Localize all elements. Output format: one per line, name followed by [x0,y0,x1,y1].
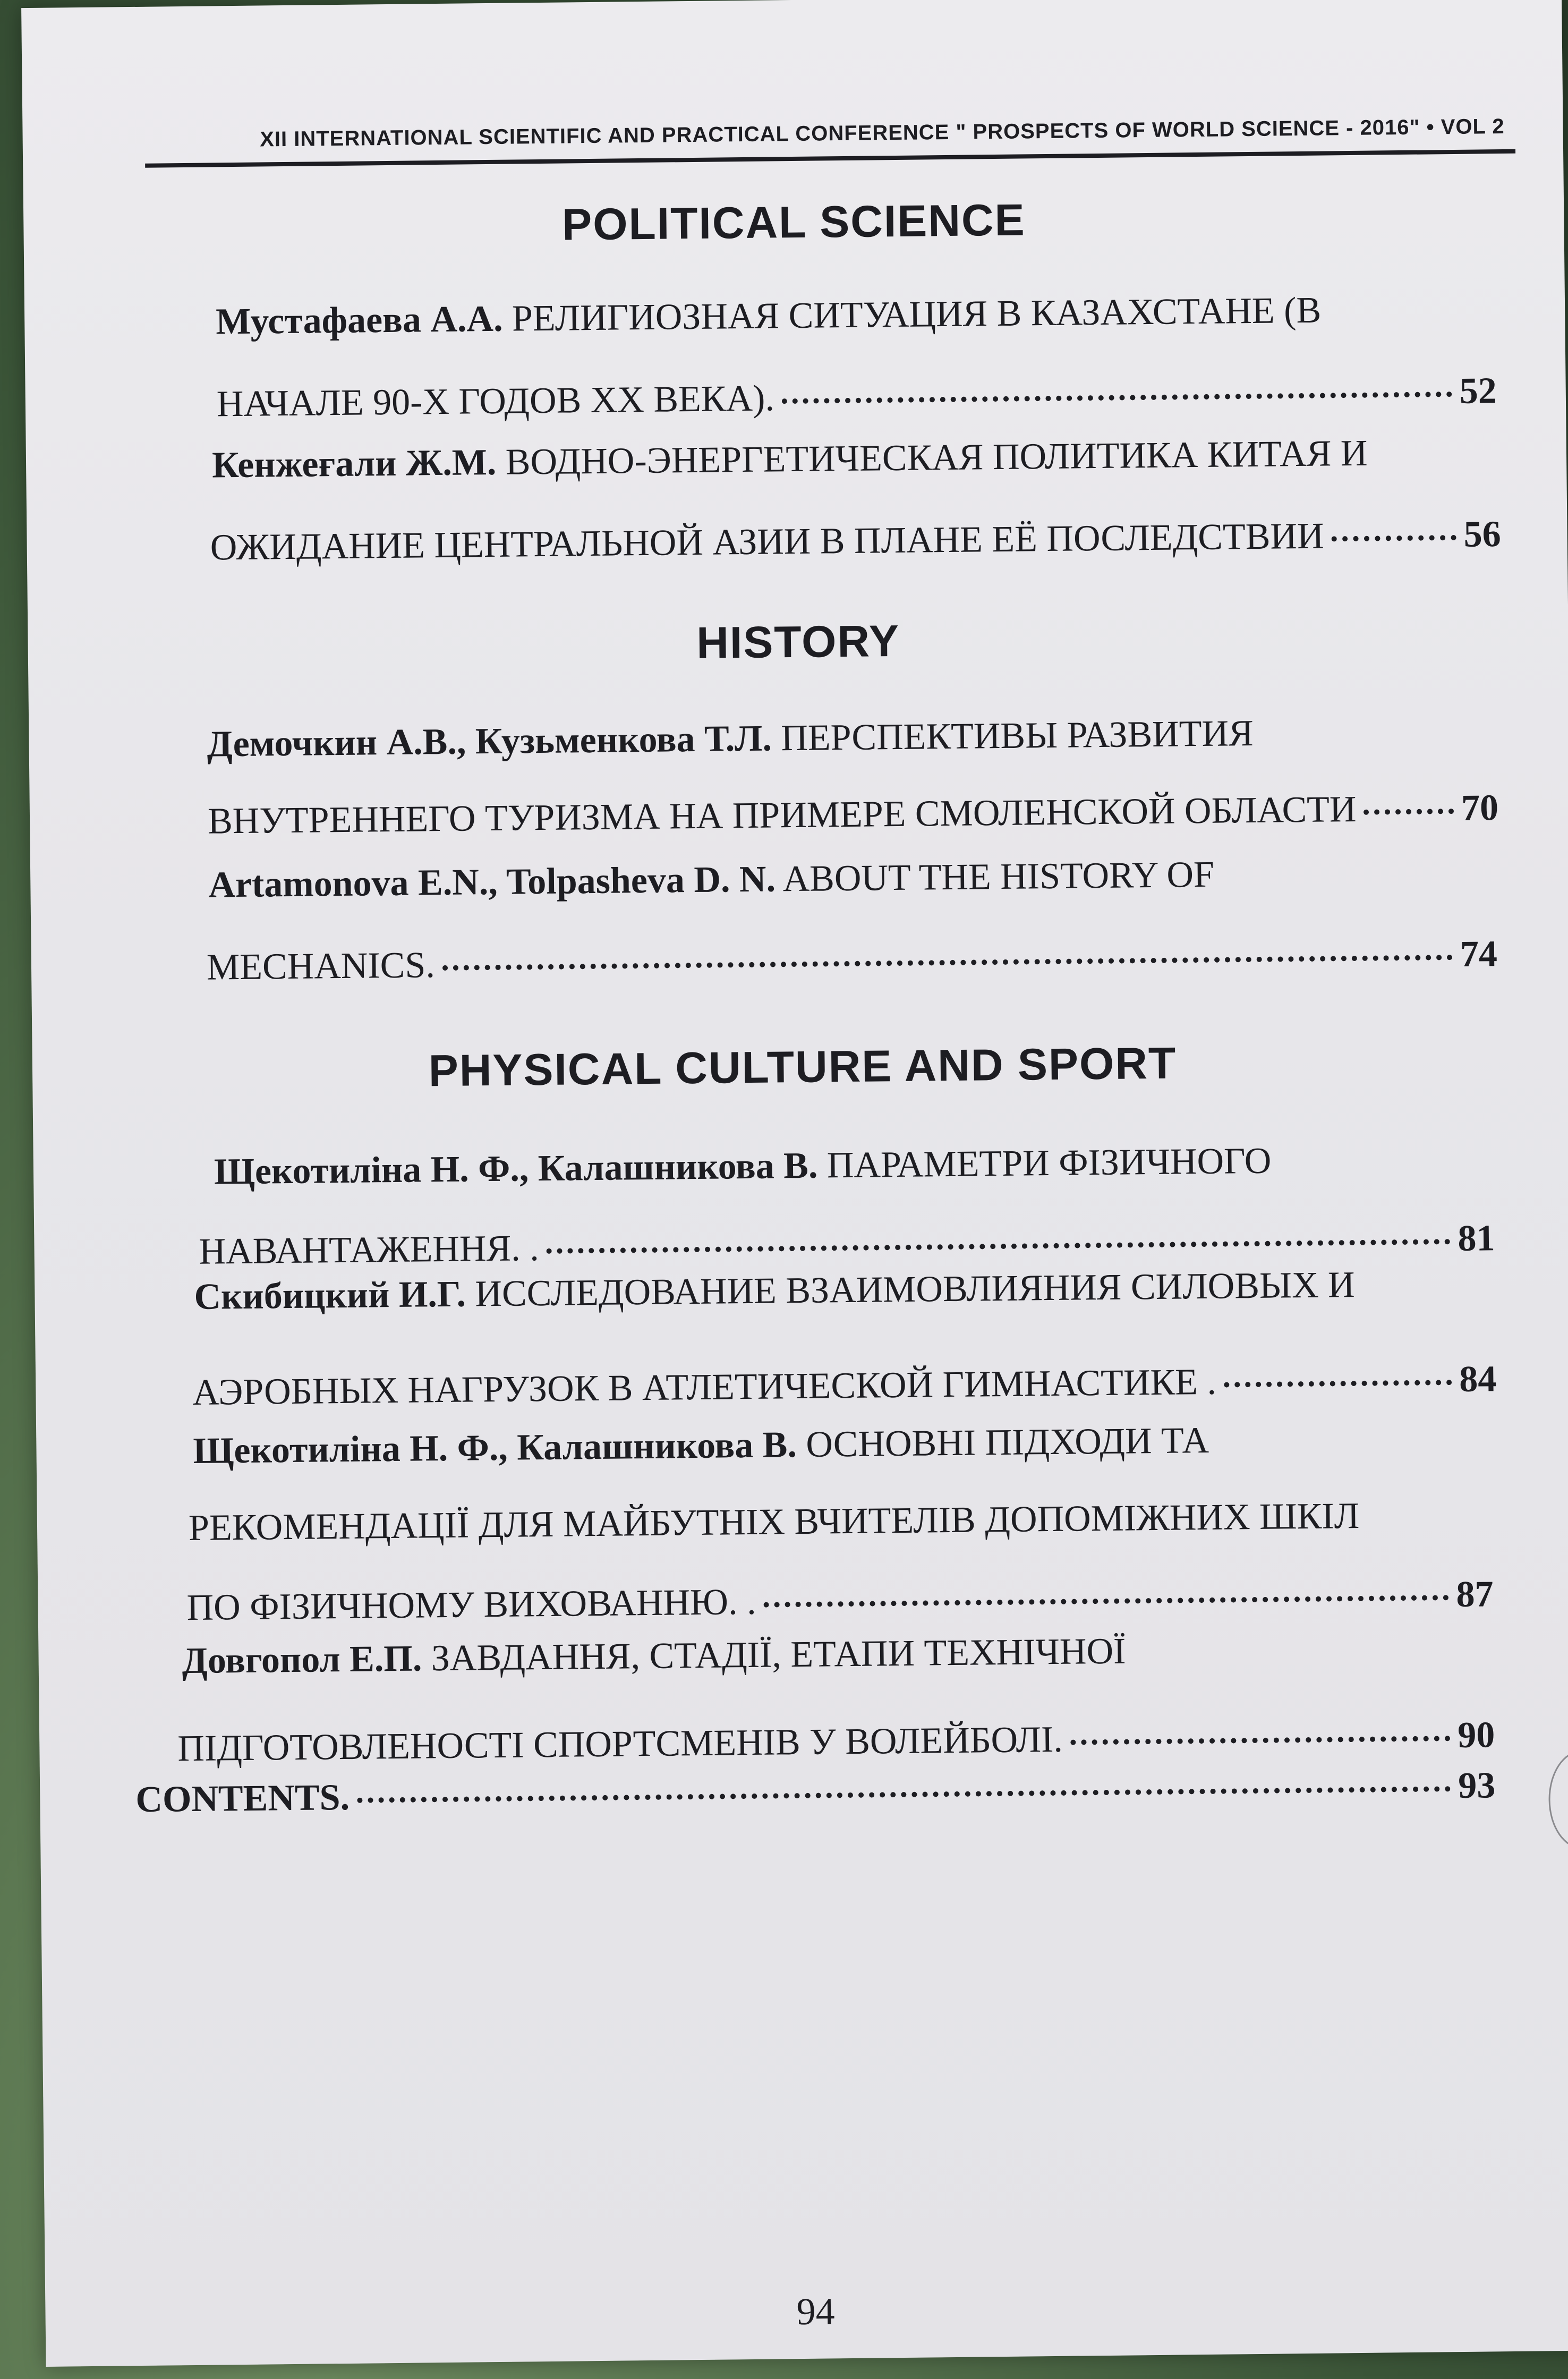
page-number: 94 [796,2290,835,2333]
toc-entry-first-line [193,1422,1209,1470]
entry-title: АЭРОБНЫХ НАГРУЗОК В АТЛЕТИЧЕСКОЙ ГИМНАСТИКЕ . [192,1361,1217,1413]
entry-page-number: 81 [1458,1218,1495,1259]
entry-author: Скибицкий И.Г. [194,1273,466,1318]
toc-entry-first-line [207,712,1254,765]
dot-leader [1332,535,1456,541]
entry-page-number: 74 [1460,933,1498,975]
entry-title: НАЧАЛЕ 90-Х ГОДОВ XX ВЕКА). [216,378,775,425]
entry-title: ВНУТРЕННЕГО ТУРИЗМА НА ПРИМЕРЕ СМОЛЕНСКОЙ ОБЛАСТИ [207,788,1357,842]
entry-title: ПІДГОТОВЛЕНОСТІ СПОРТСМЕНІВ У ВОЛЕЙБОЛІ. [177,1719,1063,1770]
header-rule [145,149,1515,168]
running-head: XII INTERNATIONAL SCIENTIFIC AND PRACTICAL CONFERENCE " PROSPECTS OF WORLD SCIENCE - 2016" • VOL 2 [259,114,1505,151]
entry-title: ПАРАМЕТРИ ФІЗИЧНОГО [817,1140,1272,1186]
entry-title: ПО ФІЗИЧНОМУ ВИХОВАННЮ. . [186,1581,756,1629]
entry-page-number: 84 [1459,1358,1497,1400]
section-title-political-science: POLITICAL SCIENCE [561,194,1026,250]
entry-author: Щекотиліна Н. Ф., Калашникова В. [214,1145,818,1193]
dot-leader [1070,1736,1451,1745]
entry-author: Artamonova E.N., Tolpasheva D. N. [208,859,776,906]
dot-leader [1224,1380,1452,1387]
toc-entry-last-line [177,1714,1495,1770]
toc-entry-first-line [208,856,1214,904]
entry-page-number: 56 [1463,514,1502,555]
dot-leader [782,392,1452,404]
entry-author: Мустафаева А.А. [215,298,503,343]
entry-title: РЕЛИГИОЗНАЯ СИТУАЦИЯ В КАЗАХСТАНЕ (В [502,290,1322,339]
entry-title: MECHANICS. [206,945,436,988]
entry-page-number: 90 [1457,1714,1495,1756]
contents-page-number: 93 [1458,1765,1496,1807]
dot-leader [357,1786,1451,1803]
entry-title: ЗАВДАННЯ, СТАДІЇ, ЕТАПИ ТЕХНІЧНОЇ [421,1630,1126,1679]
toc-entry-first-line [214,1140,1272,1193]
toc-entry-last-line [210,516,1501,566]
entry-title: ВОДНО-ЭНЕРГЕТИЧЕСКАЯ ПОЛИТИКА КИТАЯ И [496,432,1368,483]
dot-leader [763,1595,1448,1608]
toc-entry-first-line [211,432,1368,486]
toc-entry-first-line [216,292,1322,341]
entry-title: ABOUT THE HISTORY OF [775,854,1215,900]
entry-author: Кенжеғали Ж.М. [211,441,497,486]
toc-entry-first-line [182,1630,1126,1682]
entry-author: Довгопол Е.П. [182,1638,422,1682]
toc-entry-last-line [217,372,1497,423]
toc-entry-last-line [186,1576,1494,1627]
entry-title: ОЖИДАНИЕ ЦЕНТРАЛЬНОЙ АЗИИ В ПЛАНЕ ЕЁ ПОСЛЕДСТВИИ [210,515,1324,568]
entry-author: Щекотиліна Н. Ф., Калашникова В. [193,1424,797,1472]
dot-leader [1364,809,1454,815]
entry-author: Демочкин А.В., Кузьменкова Т.Л. [207,718,772,765]
toc-contents-line [135,1767,1496,1819]
entry-title: ОСНОВНІ ПІДХОДИ ТА [796,1420,1209,1466]
entry-title: НАВАНТАЖЕННЯ. . [199,1228,540,1272]
entry-title: ПЕРСПЕКТИВЫ РАЗВИТИЯ [771,712,1254,759]
section-title-history: HISTORY [696,615,900,668]
dot-leader [442,955,1453,971]
entry-page-number: 87 [1456,1574,1494,1616]
book-page [21,0,1568,2367]
binder-hole-mark [1548,1750,1568,1849]
toc-entry-first-line [194,1264,1355,1318]
contents-label: CONTENTS. [135,1777,350,1821]
entry-page-number: 70 [1461,787,1499,829]
section-title-physical-culture: PHYSICAL CULTURE AND SPORT [428,1038,1177,1096]
entry-title: ИССЛЕДОВАНИЕ ВЗАИМОВЛИЯНИЯ СИЛОВЫХ И [465,1264,1355,1315]
toc-entry-last-line [192,1358,1497,1413]
toc-entry-middle-line: РЕКОМЕНДАЦІЇ ДЛЯ МАЙБУТНІХ ВЧИТЕЛІВ ДОПОМІЖНИХ ШКІЛ [188,1495,1360,1549]
dot-leader [547,1239,1451,1254]
toc-entry-last-line [199,1220,1495,1271]
toc-entry-last-line [206,933,1498,988]
entry-page-number: 52 [1459,370,1497,412]
toc-entry-last-line [208,789,1499,840]
